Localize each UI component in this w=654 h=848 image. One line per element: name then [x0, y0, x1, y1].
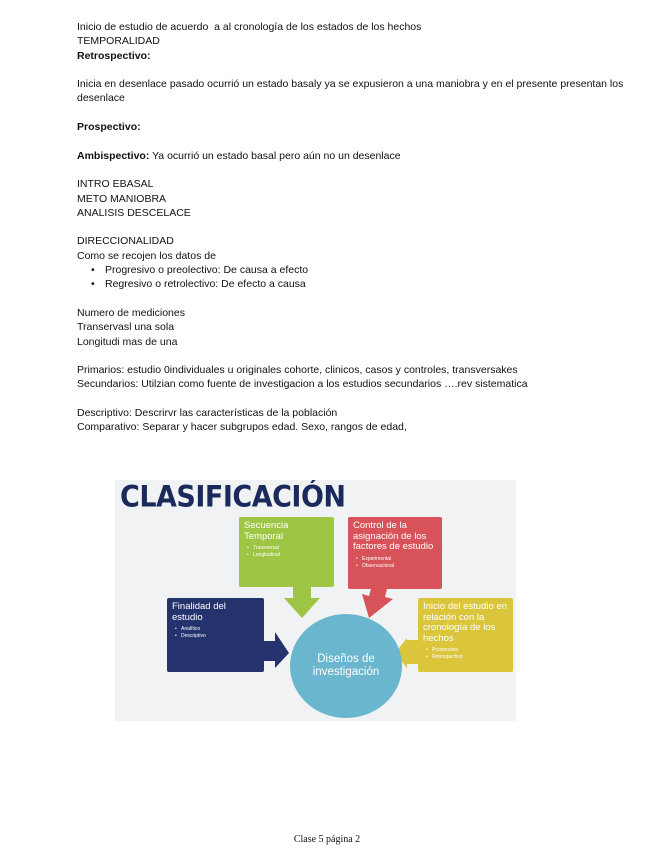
list-item: • Progresivo o preolectivo: De causa a efecto — [105, 263, 637, 277]
direction-list — [77, 263, 637, 292]
list-item: • Regresivo o retrolectivo: De efecto a causa — [105, 277, 637, 291]
sequence-box: Secuencia Temporal • Transversal • Longitudinal — [239, 517, 334, 587]
retrospective-text: Inicia en desenlace pasado ocurrió un estado basaly ya se expusieron a una maniobra y en el presente presentan los desenlace — [77, 78, 627, 105]
box-item: • Experimental — [362, 556, 437, 563]
center-circle — [290, 614, 402, 718]
box-item: • Longitudinal — [253, 552, 329, 559]
prospective-heading: Prospectivo: — [77, 121, 141, 134]
box-item: • Transversal — [253, 545, 329, 552]
text-line: Comparativo: Separar y hacer subgrupos edad. Sexo, rangos de edad, — [77, 421, 407, 434]
text-line: Descriptivo: Descrirvr las características de la población — [77, 407, 338, 420]
text-line: Longitudi mas de una — [77, 335, 178, 348]
notes-text — [77, 20, 637, 435]
diagram-title: CLASIFICACIÓN — [120, 480, 346, 515]
text-line: Primarios: estudio 0individuales u originales cohorte, clinicos, casos y controles, transversakes — [77, 364, 518, 377]
red-arrow — [362, 589, 393, 618]
center-label: Diseños de investigación — [312, 653, 380, 678]
text-line: Inicio de estudio de acuerdo a al cronología de los estados de los hechos — [77, 21, 422, 33]
blue-arrow — [264, 632, 289, 668]
box-item: • Descriptivo — [181, 633, 259, 640]
text-line: DIRECCIONALIDAD — [77, 235, 174, 248]
text-line: TEMPORALIDAD — [77, 35, 160, 48]
text-line: Como se recojen los datos de — [77, 249, 216, 262]
chronology-box: Inicio del estudio en relación con la cronología de los hechos • Prospectivo • Retrospectivo — [418, 598, 513, 672]
text-line: METO MANIOBRA — [77, 192, 167, 205]
purpose-box: Finalidad del estudio • Analítico • Descriptivo — [167, 598, 264, 672]
text-line: INTRO EBASAL — [77, 178, 154, 191]
text-line: Transervasl una sola — [77, 321, 175, 334]
box-item: • Prospectivo — [432, 647, 508, 654]
classification-diagram — [115, 480, 516, 721]
text-line: ANALISIS DESCELACE — [77, 206, 191, 219]
box-item: • Observacional — [362, 563, 437, 570]
box-item: • Retrospectivo — [432, 654, 508, 661]
ambispective-line: Ambispectivo: Ya ocurrió un estado basal pero aún no un desenlace — [77, 149, 401, 162]
text-line: Secundarios: Utilzian como fuente de investigacion a los estudios secundarios ….rev sistematica — [77, 378, 528, 391]
text-line: Numero de mediciones — [77, 306, 185, 319]
page-footer: Clase 5 página 2 — [293, 834, 361, 845]
box-item: • Analítico — [181, 626, 259, 633]
retrospective-heading: Retrospectivo: — [77, 49, 151, 62]
green-arrow — [284, 587, 320, 618]
control-box: Control de la asignación de los factores de estudio • Experimental • Observacional — [348, 517, 442, 589]
